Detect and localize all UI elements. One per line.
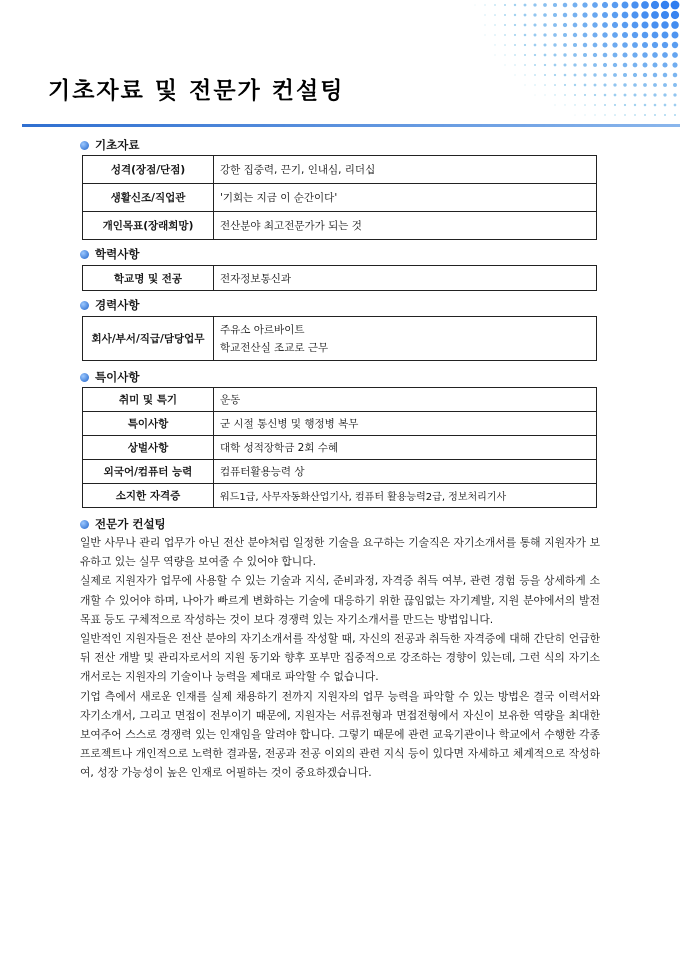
consulting-paragraph: 일반 사무나 관리 업무가 아닌 전산 분야처럼 일정한 기술을 요구하는 기술직은 자기소개서를 통해 지원자가 보유하고 있는 실무 역량을 보여줄 수 있어야 합니다.	[80, 536, 600, 569]
decorative-dot-pattern	[450, 0, 680, 150]
row-label: 회사/부서/직급/담당업무	[83, 317, 214, 361]
row-value: 운동	[214, 388, 597, 412]
row-label: 특이사항	[83, 412, 214, 436]
row-label: 개인목표(장래희망)	[83, 212, 214, 240]
table-row	[83, 266, 597, 291]
section-education-heading: 학력사항	[80, 246, 139, 262]
row-value: 워드1급, 사무자동화산업기사, 컴퓨터 활용능력2급, 정보처리기사	[214, 484, 597, 508]
basic-info-table	[82, 155, 597, 240]
bullet-dot-icon	[80, 141, 89, 150]
row-label: 학교명 및 전공	[83, 266, 214, 291]
row-value: 전자정보통신과	[214, 266, 597, 291]
table-row	[83, 212, 597, 240]
row-value: 군 시절 통신병 및 행정병 복무	[214, 412, 597, 436]
bullet-dot-icon	[80, 373, 89, 382]
consulting-paragraph: 기업 측에서 새로운 인재를 실제 채용하기 전까지 지원자의 업무 능력을 파악할 수 있는 방법은 결국 이력서와 자기소개서, 그리고 면접이 전부이기 때문에, 지원자는 서류전형과 면접전형에서 자신이 보유한 역량을 최대한 보여주어 스스로 경쟁력 있는 인재임을 알려야 합니다. 그렇기 때문에 관련 교육기관이나 학교에서 수행한 각종 프로젝트나 개인적으로 노력한 결과물, 전공과 전공 이외의 관련 지식 등이 있다면 자세하고 체계적으로 작성하여, 성장 가능성이 높은 인재로 어필하는 것이 중요하겠습니다.	[80, 689, 600, 780]
career-line: 학교전산실 조교로 근무	[220, 341, 329, 354]
consulting-paragraph: 실제로 지원자가 업무에 사용할 수 있는 기술과 지식, 준비과정, 자격증 취득 여부, 관련 경험 등을 상세하게 소개할 수 있어야 하며, 나아가 빠르게 변화하는 기술에 대응하기 위한 끊임없는 자기계발, 지원 분야에서의 발전 목표 등도 구체적으로 작성하는 것이 보다 경쟁력 있는 자기소개서를 만드는 방법입니다.	[80, 574, 600, 626]
title-divider	[22, 124, 680, 127]
table-row	[83, 460, 597, 484]
bullet-dot-icon	[80, 301, 89, 310]
education-table	[82, 265, 597, 291]
consulting-paragraph: 일반적인 지원자들은 전산 분야의 자기소개서를 작성할 때, 자신의 전공과 취득한 자격증에 대해 간단히 언급한 뒤 전산 개발 및 관리자로서의 지원 동기와 향후 포부만 집중적으로 강조하는 경향이 있는데, 그런 식의 자기소개서로는 지원자의 기술이나 능력을 제대로 파악할 수 없습니다.	[80, 632, 600, 684]
career-table	[82, 316, 597, 361]
row-label: 외국어/컴퓨터 능력	[83, 460, 214, 484]
row-label: 생활신조/직업관	[83, 184, 214, 212]
row-value: '기회는 지금 이 순간이다'	[214, 184, 597, 212]
table-row	[83, 184, 597, 212]
special-table	[82, 387, 597, 508]
bullet-dot-icon	[80, 250, 89, 259]
career-line: 주유소 아르바이트	[220, 323, 305, 336]
table-row	[83, 156, 597, 184]
row-value: 대학 성적장학금 2회 수혜	[214, 436, 597, 460]
table-row	[83, 436, 597, 460]
table-row	[83, 317, 597, 361]
table-row	[83, 412, 597, 436]
page-title: 기초자료 및 전문가 컨설팅	[48, 78, 345, 104]
row-label: 소지한 자격증	[83, 484, 214, 508]
row-label: 상벌사항	[83, 436, 214, 460]
row-value: 전산분야 최고전문가가 되는 것	[214, 212, 597, 240]
row-label: 성격(장점/단점)	[83, 156, 214, 184]
bullet-dot-icon	[80, 520, 89, 529]
section-special-heading: 특이사항	[80, 369, 139, 385]
row-value: 강한 집중력, 끈기, 인내심, 리더십	[214, 156, 597, 184]
table-row	[83, 388, 597, 412]
section-career-heading: 경력사항	[80, 297, 139, 313]
row-value: 컴퓨터활용능력 상	[214, 460, 597, 484]
row-value	[214, 317, 597, 361]
row-label: 취미 및 특기	[83, 388, 214, 412]
table-row	[83, 484, 597, 508]
consulting-body	[80, 533, 600, 783]
section-basic-heading: 기초자료	[80, 137, 139, 153]
section-consulting-heading: 전문가 컨설팅	[80, 516, 166, 532]
